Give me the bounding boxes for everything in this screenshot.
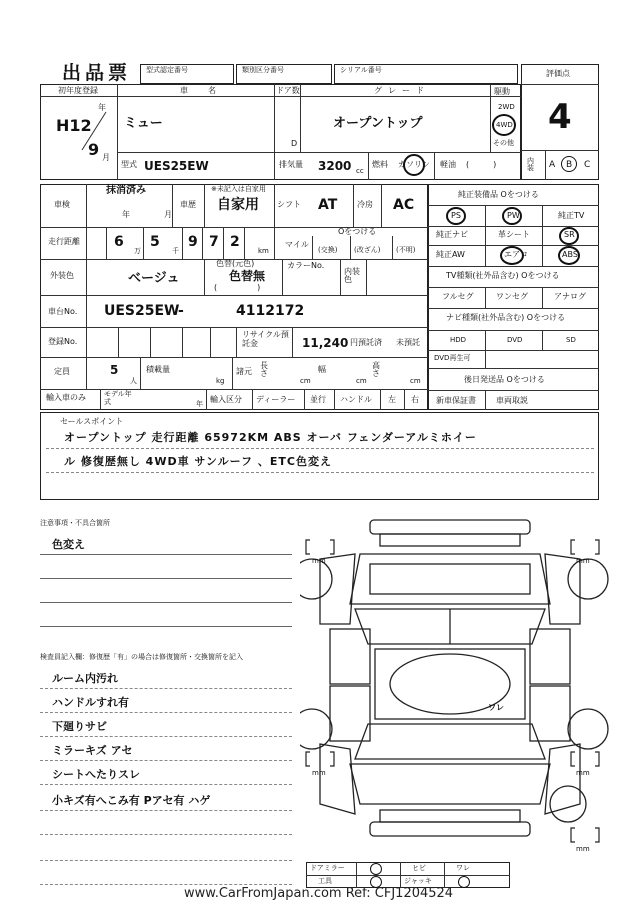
displacement-label: 排気量 [279, 160, 303, 169]
import-kind-label: 輸入区分 [210, 395, 242, 404]
dvd-player: DVD再生可 [434, 354, 471, 362]
chassis-number: 4112172 [236, 303, 305, 319]
history-label: 車歴 [180, 200, 196, 209]
tv-oneseg: ワンセグ [496, 292, 528, 301]
drive-label: 駆動 [494, 87, 510, 96]
navi-dvd: DVD [507, 336, 523, 344]
equip-pw-circle [502, 207, 522, 225]
dims-label: 諸元 [236, 367, 252, 376]
first-reg-year: H12 [56, 116, 92, 135]
door-mirror-label: ドアミラー [310, 864, 345, 872]
tv-type-title: TV種類(社外品含む) Oをつける [446, 271, 560, 280]
shift-value: AT [318, 197, 338, 213]
interior-b-circle [561, 156, 577, 172]
equip-abs-circle [558, 246, 580, 265]
repaint-value: 色替無 [229, 269, 266, 283]
grade-label: グレード [374, 86, 430, 95]
equip-tv: 純正TV [558, 211, 585, 220]
chassis-prefix: UES25EW [104, 303, 180, 319]
unknown-label: (不明) [396, 246, 416, 254]
modified-label: (改ざん) [354, 246, 381, 254]
navi-type-title: ナビ種類(社外品含む) Oをつける [446, 313, 566, 322]
chassis-dash: - [178, 303, 184, 319]
sales-line-2: ル 修復歴無し 4WD車 サンルーフ 、ETC色変え [64, 455, 332, 468]
color-label: 外装色 [50, 271, 74, 280]
recycle-unpaid: 未預託 [396, 338, 420, 347]
inspector-item-5: シートへたりスレ [52, 768, 140, 781]
month-unit: 月 [102, 153, 110, 162]
cm-unit-1: cm [300, 377, 311, 385]
length-label: 長さ [260, 361, 268, 378]
color-value: ベージュ [128, 271, 180, 286]
door-mark: D [291, 139, 298, 148]
left-label: 左 [388, 395, 396, 404]
displacement-value: 3200 [318, 159, 352, 173]
model-label: 型式 [121, 160, 137, 169]
mileage-digit-1: 6 [114, 234, 124, 250]
detail-table [40, 184, 428, 410]
reg-no-label: 登録No. [48, 337, 78, 346]
mm-label-spare: mm [576, 845, 590, 853]
grade-value: オープントップ [333, 116, 423, 131]
equip-ps-circle [446, 207, 466, 225]
ac-value: AC [393, 197, 415, 213]
drive-other: その他 [493, 139, 514, 147]
mm-label-fr: mm [576, 557, 590, 565]
inspector-item-3: 下廻りサビ [52, 720, 107, 733]
sales-line-1: オープントップ 走行距離 65972KM ABS オーバ フェンダーアルミホイー [64, 431, 477, 444]
equip-leather: 革シート [498, 230, 530, 239]
color-no-label: カラーNo. [287, 261, 325, 270]
kg-unit: kg [216, 377, 225, 385]
fuel-circle [403, 154, 425, 176]
notes-item-1: 色変え [52, 538, 85, 551]
diesel-parens: ( ) [466, 160, 497, 169]
manual-label: 車両取説 [496, 396, 528, 405]
inspector-item-2: ハンドルすれ有 [52, 696, 129, 709]
sen-unit: 千 [172, 247, 179, 255]
door-mirror-check [370, 863, 382, 875]
inspection-label: 車検 [54, 200, 70, 209]
mm-label-rr: mm [576, 769, 590, 777]
mm-label-rl: mm [312, 769, 326, 777]
ware-label: ワレ [456, 864, 470, 872]
inspector-item-6: 小キズ有へこみ有 Pアセ有 ハゲ [52, 794, 211, 807]
jack-label: ジャッキ [404, 877, 432, 885]
diesel-label: 軽油 [440, 160, 456, 169]
warranty-label: 新車保証書 [436, 396, 476, 405]
navi-hdd: HDD [450, 336, 467, 344]
exchange-label: (交換) [318, 246, 338, 254]
tv-fullseg: フルセグ [442, 292, 474, 301]
car-name-label: 車名 [180, 86, 236, 95]
recycle-amount: 11,240 [302, 336, 349, 350]
model-year-label: モデル年式 [104, 390, 132, 406]
score-label: 評価点 [546, 69, 570, 78]
equip-aero-circle [500, 246, 524, 265]
equip-sr: SR [564, 230, 575, 239]
man-unit: 万 [134, 247, 141, 255]
car-name-value: ミュー [124, 116, 163, 131]
navi-sd: SD [566, 336, 576, 344]
mileage-digit-2: 5 [150, 234, 160, 250]
score-value: 4 [548, 97, 572, 137]
first-reg-label: 初年度登録 [58, 86, 98, 95]
mileage-label: 走行距離 [48, 237, 80, 246]
cm-unit-3: cm [410, 377, 421, 385]
equip-pw: PW [507, 211, 520, 220]
shift-label: シフト [277, 200, 301, 209]
ac-label: 冷房 [357, 200, 373, 209]
year-unit: 年 [98, 103, 106, 112]
aftermarket-title: 後日発送品 Oをつける [464, 375, 545, 384]
doors-label: ドア数 [276, 86, 300, 95]
person-unit: 人 [130, 377, 137, 385]
insp-month-unit: 月 [164, 210, 172, 219]
cc-unit: cc [356, 167, 364, 175]
interior-color-label: 内装色 [344, 267, 360, 284]
repaint-label: 色替(元色) [216, 259, 255, 268]
equip-navi: 純正ナビ [436, 230, 468, 239]
tools-label: 工具 [318, 877, 332, 885]
drive-4wd-circle [492, 114, 516, 136]
equipment-title: 純正装備品 Oをつける [458, 190, 539, 199]
mile-label: マイル [285, 240, 309, 249]
handle-label: ハンドル [340, 395, 372, 404]
history-note: ※未記入は自家用 [211, 185, 266, 193]
dealer-label: ディーラー [256, 395, 296, 404]
sales-point-label: セールスポイント [60, 417, 124, 426]
equip-aero: エアロ [504, 250, 528, 259]
equip-ps: PS [451, 211, 461, 220]
capacity-label: 定員 [54, 367, 70, 376]
repaint-parens: ( ) [214, 283, 261, 292]
right-label: 右 [411, 395, 419, 404]
jack-check [458, 876, 470, 888]
model-cert-label: 型式認定番号 [146, 66, 188, 74]
fuel-label: 燃料 [372, 160, 388, 169]
load-label: 積載量 [146, 365, 170, 374]
drive-2wd: 2WD [498, 103, 515, 111]
first-reg-month: 9 [88, 140, 100, 159]
parallel-label: 並行 [310, 395, 326, 404]
interior-c: C [584, 160, 591, 170]
interior-b: B [566, 160, 573, 170]
mileage-digit-4: 7 [209, 234, 219, 250]
watermark: www.CarFromJapan.com Ref: CFJ1204524 [184, 886, 454, 901]
inspector-item-4: ミラーキズ アセ [52, 744, 133, 757]
model-year-unit: 年 [196, 400, 203, 408]
circle-note: Oをつける [338, 227, 377, 236]
inspection-value: 抹消済み [106, 185, 146, 196]
class-label: 類別区分番号 [242, 66, 284, 74]
recycle-label: リサイクル預託金 [242, 330, 289, 348]
width-label: 幅 [318, 365, 326, 374]
drive-4wd: 4WD [496, 121, 513, 129]
serial-label: シリアル番号 [340, 66, 382, 74]
cm-unit-2: cm [356, 377, 367, 385]
interior-a: A [549, 160, 556, 170]
mileage-digit-5: 2 [230, 234, 240, 250]
interior-label: 内装 [527, 157, 534, 172]
mm-label-fl: mm [312, 557, 326, 565]
recycle-paid: 円預託済 [350, 338, 382, 347]
equip-sr-circle [559, 227, 579, 245]
history-value: 自家用 [217, 197, 259, 213]
chassis-label: 車台No. [48, 307, 78, 316]
km-unit: km [258, 247, 269, 255]
inspector-item-1: ルーム内汚れ [52, 672, 118, 685]
inspector-label: 検査員記入欄：修復歴「有」の場合は修復箇所・交換箇所を記入 [40, 653, 243, 661]
import-label: 輸入車のみ [46, 393, 86, 402]
insp-year-unit: 年 [122, 210, 130, 219]
notes-label: 注意事項・不具合箇所 [40, 519, 110, 527]
mileage-digit-3: 9 [188, 234, 198, 250]
equip-aw: 純正AW [436, 250, 465, 259]
height-label: 高さ [372, 361, 380, 378]
model-value: UES25EW [144, 159, 209, 173]
tv-analog: アナログ [554, 292, 586, 301]
capacity-value: 5 [110, 363, 119, 377]
damage-mark: ワレ [488, 703, 504, 712]
form-title: 出品票 [62, 62, 132, 84]
fuel-value: ガソリン [398, 160, 430, 169]
equip-abs: ABS [562, 250, 578, 259]
hibi-label: ヒビ [412, 864, 426, 872]
car-damage-diagram [300, 514, 610, 864]
